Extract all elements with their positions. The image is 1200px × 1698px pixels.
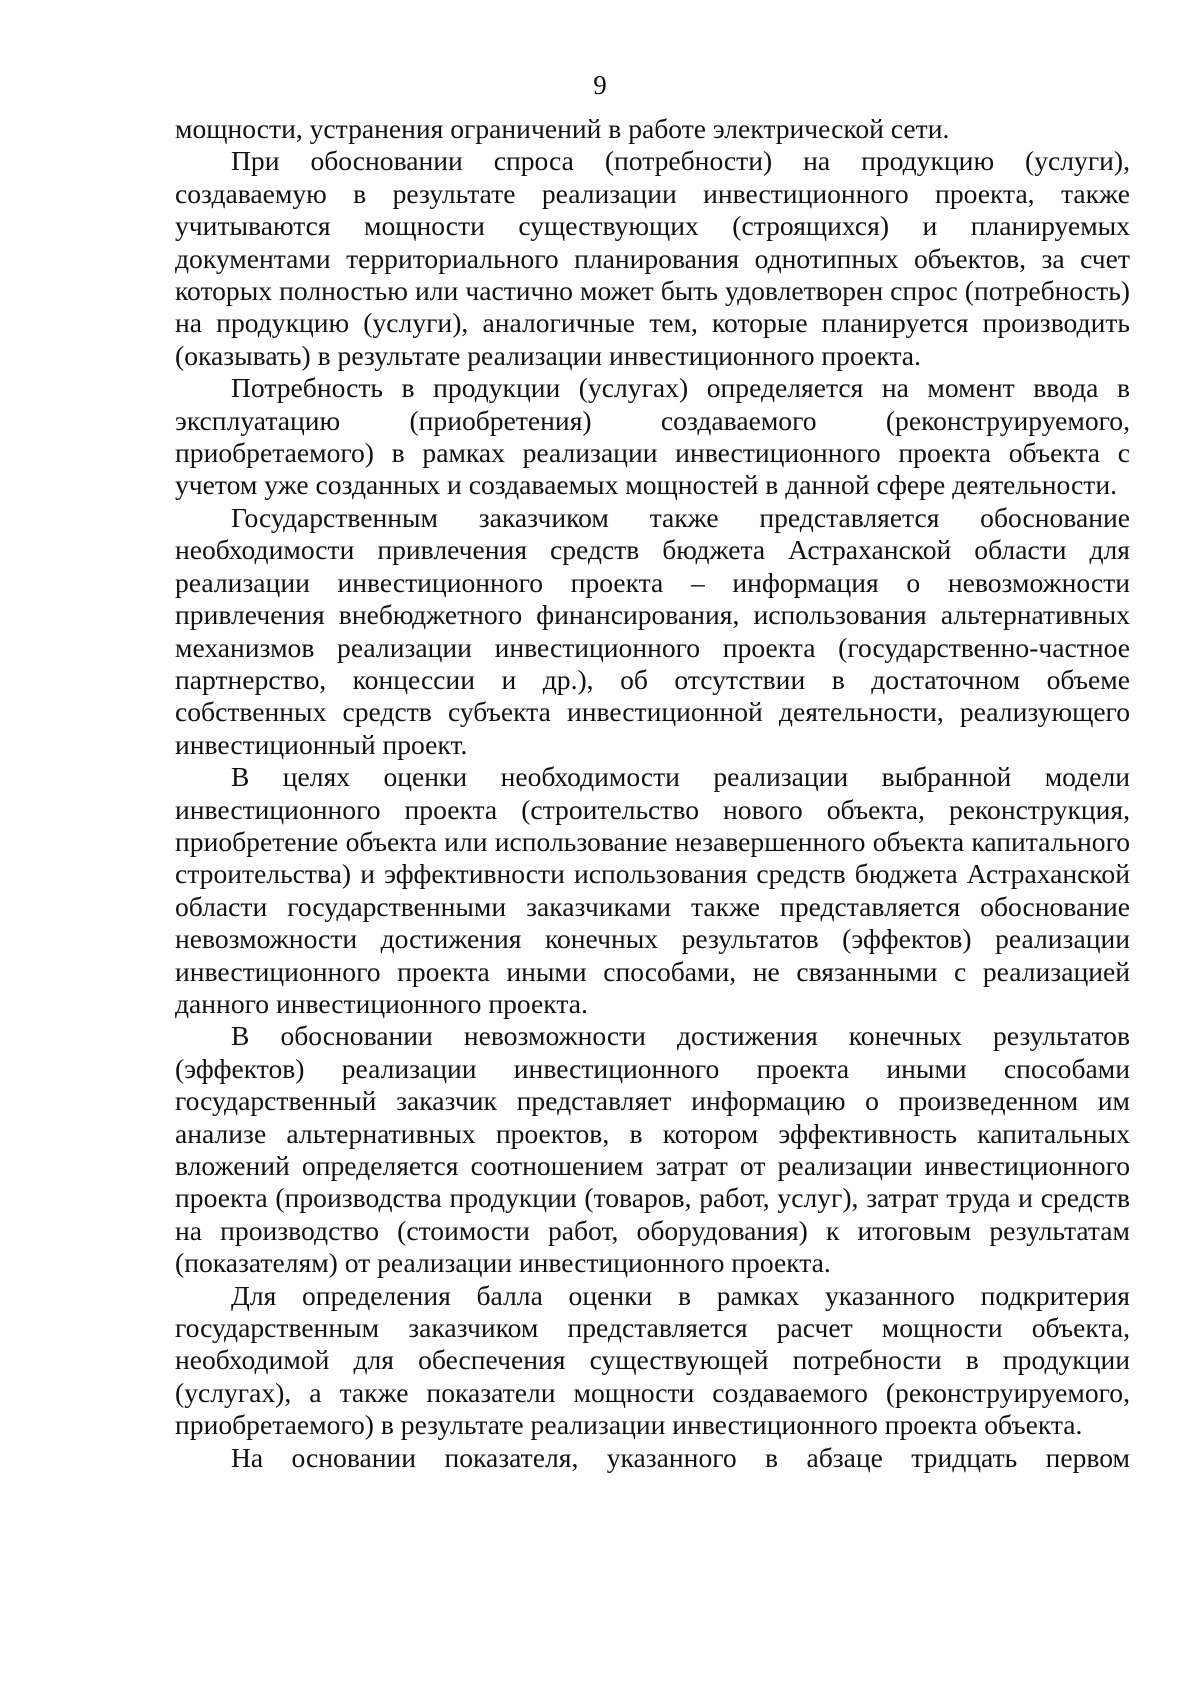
paragraph-model-assessment: В целях оценки необходимости реализации выбранной модели инвестиционного проекта (строительство нового объекта, реконструкция, приобретение объекта или использование незавершенного объекта капитального строительства) и эффективности использования средств бюджета Астраханской области государственными заказчиками также представляется обоснование невозможности достижения конечных результатов (эффектов) реализации инвестиционного проекта иными способами, не связанными с реализацией данного инвестиционного проекта. bbox=[175, 761, 1130, 1019]
paragraph-final: На основании показателя, указанного в абзаце тридцать первом bbox=[231, 1441, 1130, 1473]
paragraph-demand-determination: Потребность в продукции (услугах) определяется на момент ввода в эксплуатацию (приобретения) создаваемого (реконструируемого, приобретаемого) в рамках реализации инвестиционного проекта объекта с учетом уже созданных и создаваемых мощностей в данной сфере деятельности. bbox=[175, 372, 1130, 501]
page-number: 9 bbox=[593, 70, 607, 100]
document-body bbox=[175, 113, 1130, 1474]
paragraph-continuation: мощности, устранения ограничений в работе электрической сети. bbox=[175, 113, 950, 144]
paragraph-budget-justification: Государственным заказчиком также представляется обоснование необходимости привлечения средств бюджета Астраханской области для реализации инвестиционного проекта – информация о невозможности привлечения внебюджетного финансирования, использования альтернативных механизмов реализации инвестиционного проекта (государственно-частное партнерство, концессии и др.), об отсутствии в достаточном объеме собственных средств субъекта инвестиционной деятельности, реализующего инвестиционный проект. bbox=[175, 501, 1130, 760]
paragraph-alternatives-analysis: В обосновании невозможности достижения конечных результатов (эффектов) реализации инвестиционного проекта иными способами государственный заказчик представляет информацию о произведенном им анализе альтернативных проектов, в котором эффективность капитальных вложений определяется соотношением затрат от реализации инвестиционного проекта (производства продукции (товаров, работ, услуг), затрат труда и средств на производство (стоимости работ, оборудования) к итоговым результатам (показателям) от реализации инвестиционного проекта. bbox=[175, 1020, 1130, 1279]
paragraph-score-determination: Для определения балла оценки в рамках указанного подкритерия государственным заказчиком представляется расчет мощности объекта, необходимой для обеспечения существующей потребности в продукции (услугах), а также показатели мощности создаваемого (реконструируемого, приобретаемого) в результате реализации инвестиционного проекта объекта. bbox=[175, 1279, 1130, 1441]
paragraph-demand-justification: При обосновании спроса (потребности) на продукцию (услуги), создаваемую в результате реализации инвестиционного проекта, также учитываются мощности существующих (строящихся) и планируемых документами территориального планирования однотипных объектов, за счет которых полностью или частично может быть удовлетворен спрос (потребность) на продукцию (услуги), аналогичные тем, которые планируется производить (оказывать) в результате реализации инвестиционного проекта. bbox=[175, 145, 1130, 371]
